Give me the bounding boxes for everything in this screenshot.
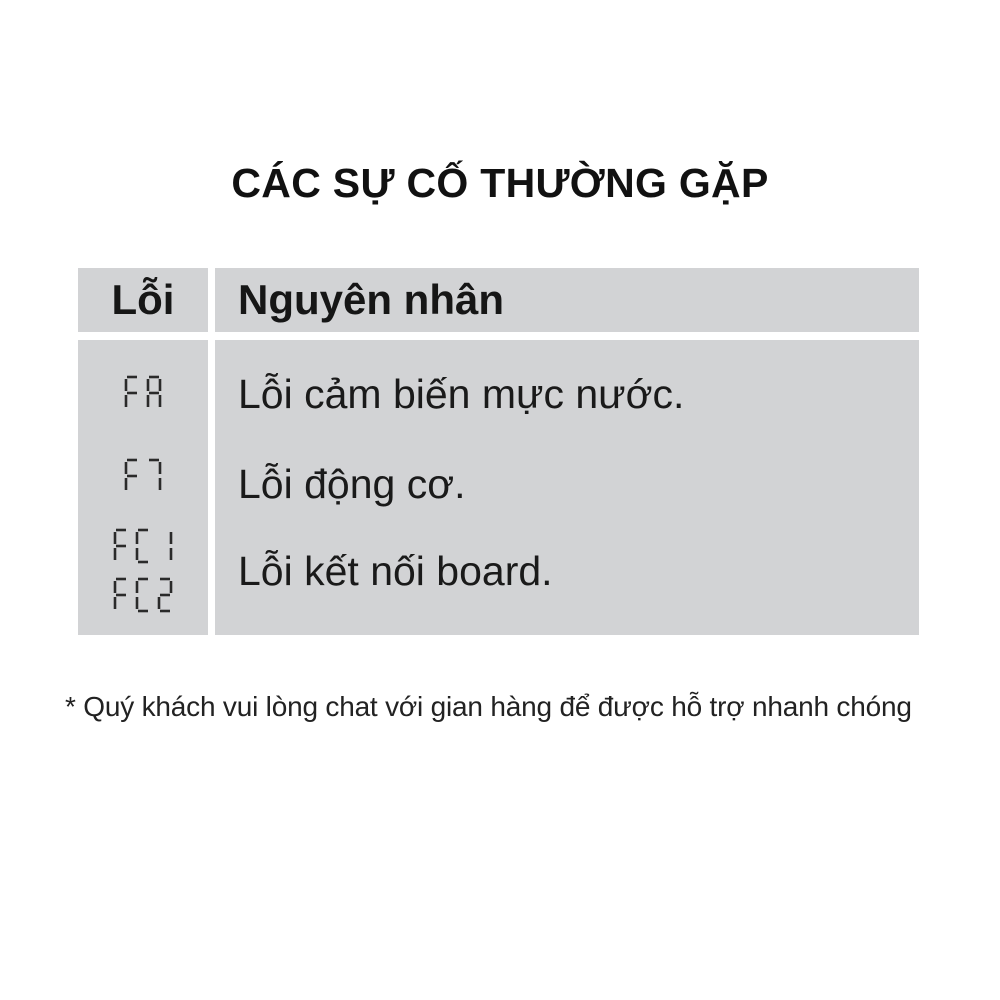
cause-text-water-sensor: Lỗi cảm biến mực nước.: [238, 371, 685, 417]
page-title: CÁC SỰ CỐ THƯỜNG GẶP: [231, 160, 769, 206]
cause-text-board-connection: Lỗi kết nối board.: [238, 548, 553, 594]
table-body-row: [78, 340, 919, 635]
seven-segment-digit: [113, 577, 129, 613]
error-causes-cell: [215, 340, 919, 635]
column-header-cause: Nguyên nhân: [215, 268, 919, 332]
seven-segment-digit: [146, 458, 162, 494]
seven-segment-digit: [113, 528, 129, 564]
error-table: [78, 268, 919, 635]
seven-segment-digit: [124, 375, 140, 411]
seven-segment-digit: [146, 375, 162, 411]
cause-text-motor: Lỗi động cơ.: [238, 461, 466, 507]
seven-segment-digit: [157, 577, 173, 613]
error-codes-cell: [78, 340, 208, 635]
error-code-display: [113, 528, 173, 564]
column-header-error: Lỗi: [78, 268, 208, 332]
seven-segment-digit: [135, 577, 151, 613]
table-header-row: [78, 268, 919, 332]
error-code-display: [124, 458, 162, 494]
seven-segment-digit: [124, 458, 140, 494]
error-code-display: [124, 375, 162, 411]
support-note: * Quý khách vui lòng chat với gian hàng để được hỗ trợ nhanh chóng: [65, 691, 912, 722]
seven-segment-digit: [157, 528, 173, 564]
error-code-display: [113, 577, 173, 613]
seven-segment-digit: [135, 528, 151, 564]
